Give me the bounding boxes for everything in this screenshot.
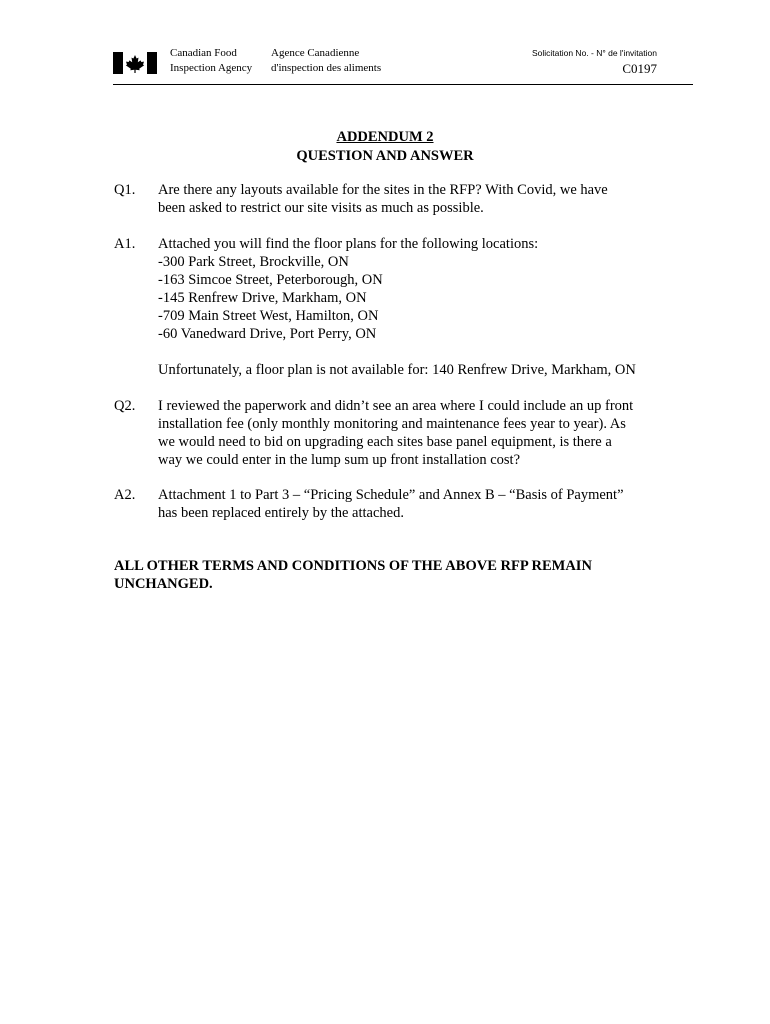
question-1-label: Q1. bbox=[114, 182, 136, 198]
agency-name-english-line2: Inspection Agency bbox=[170, 62, 253, 74]
location-item: -145 Renfrew Drive, Markham, ON bbox=[158, 290, 367, 306]
question-2-label: Q2. bbox=[114, 398, 136, 414]
question-1-line: been asked to restrict our site visits as much as possible. bbox=[158, 200, 484, 216]
question-2-text bbox=[158, 397, 674, 469]
answer-1-label: A1. bbox=[114, 236, 136, 252]
agency-name-french-line2: d'inspection des aliments bbox=[271, 62, 382, 74]
agency-name-french-line1: Agence Canadienne bbox=[271, 47, 360, 59]
answer-1-note: Unfortunately, a floor plan is not available for: 140 Renfrew Drive, Markham, ON bbox=[158, 362, 636, 378]
question-2-line: way we could enter in the lump sum up front installation cost? bbox=[158, 452, 521, 468]
question-1-text bbox=[158, 181, 674, 217]
location-item: -163 Simcoe Street, Peterborough, ON bbox=[158, 272, 383, 288]
qa-subtitle: QUESTION AND ANSWER bbox=[296, 148, 474, 164]
addendum-title: ADDENDUM 2 bbox=[336, 129, 434, 145]
agency-name-french bbox=[271, 46, 381, 76]
closing-line-1: ALL OTHER TERMS AND CONDITIONS OF THE ABOVE RFP REMAIN bbox=[114, 558, 592, 574]
agency-name-english bbox=[170, 46, 252, 76]
answer-2-line: has been replaced entirely by the attached. bbox=[158, 505, 404, 521]
answer-2-text bbox=[158, 486, 674, 522]
paragraph-gap bbox=[158, 343, 674, 361]
answer-1-intro: Attached you will find the floor plans for the following locations: bbox=[158, 236, 539, 252]
answer-1 bbox=[114, 235, 674, 379]
header-divider bbox=[113, 84, 693, 85]
document-title bbox=[0, 128, 770, 166]
canada-flag-icon bbox=[113, 52, 157, 74]
question-2-line: installation fee (only monthly monitoring and maintenance fees year to year). As bbox=[158, 416, 626, 432]
answer-2 bbox=[114, 486, 674, 522]
question-2-line: we would need to bid on upgrading each sites base panel equipment, is there a bbox=[158, 434, 612, 450]
question-2 bbox=[114, 397, 674, 469]
answer-2-label: A2. bbox=[114, 487, 136, 503]
question-2-line: I reviewed the paperwork and didn’t see an area where I could include an up front bbox=[158, 398, 634, 414]
closing-line-2: UNCHANGED. bbox=[114, 576, 213, 592]
letterhead bbox=[113, 44, 693, 86]
solicitation-label: Solicitation No. - N° de l'invitation bbox=[531, 48, 657, 58]
solicitation-number: C0197 bbox=[622, 61, 657, 76]
agency-name-english-line1: Canadian Food bbox=[170, 47, 237, 59]
question-1-line: Are there any layouts available for the sites in the RFP? With Covid, we have bbox=[158, 182, 608, 198]
location-item: -709 Main Street West, Hamilton, ON bbox=[158, 308, 379, 324]
answer-2-line: Attachment 1 to Part 3 – “Pricing Schedule” and Annex B – “Basis of Payment” bbox=[158, 487, 624, 503]
closing-statement bbox=[114, 557, 674, 593]
answer-1-text bbox=[158, 235, 674, 379]
location-item: -60 Vanedward Drive, Port Perry, ON bbox=[158, 326, 377, 342]
question-1 bbox=[114, 181, 674, 217]
location-item: -300 Park Street, Brockville, ON bbox=[158, 254, 349, 270]
